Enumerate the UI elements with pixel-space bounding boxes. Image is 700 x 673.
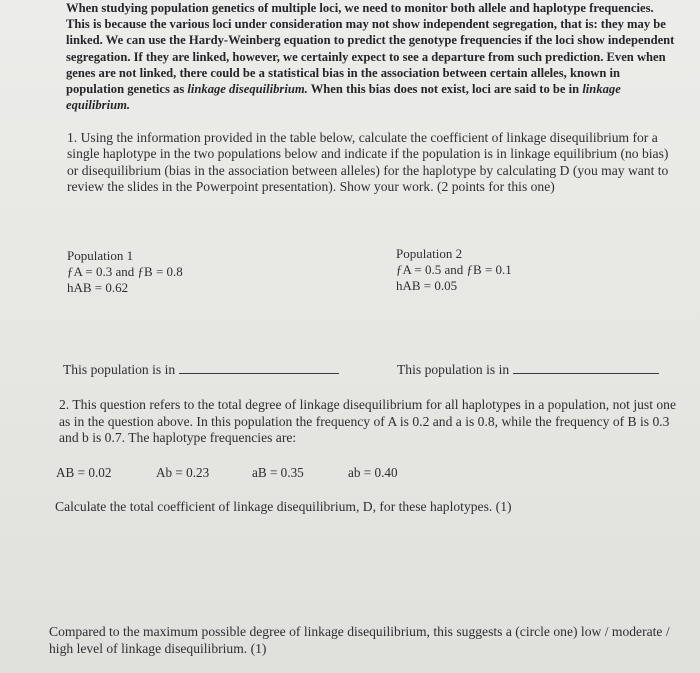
population-2-answer-label: This population is in [397, 362, 510, 377]
population-1-answer-line [63, 362, 339, 378]
calculate-instruction: Calculate the total coefficient of linkage disequilibrium, D, for these haplotypes. (1) [55, 499, 512, 514]
haplotype-Ab: Ab = 0.23 [156, 465, 210, 480]
intro-text-part1: When studying population genetics of multiple loci, we need to monitor both allele and haplotype frequencies. This is because the various loci under consideration may not show independent segregation, that is: they may be linked. We can use the Hardy-Weinberg equation to predict the genotype frequencies if the loci show independent segregation. If they are linked, however, we certainly expect to see a departure from such prediction. Even when genes are not linked, there could be a statistical bias in the association between certain alleles, known in population genetics as [66, 1, 675, 97]
population-1-haplotype-freq: hAB = 0.62 [67, 280, 129, 295]
population-2-allele-freqs: ƒA = 0.5 and ƒB = 0.1 [396, 262, 512, 277]
population-1-title: Population 1 [67, 248, 134, 263]
haplotype-aB: aB = 0.35 [252, 465, 304, 480]
population-1-allele-freqs: ƒA = 0.3 and ƒB = 0.8 [67, 264, 183, 279]
population-2-answer-blank[interactable] [513, 363, 659, 374]
population-2-block [396, 246, 512, 294]
intro-paragraph [66, 0, 680, 113]
compare-question: Compared to the maximum possible degree of linkage disequilibrium, this suggests a (circle one) low / moderate / high level of linkage disequilibrium. (1) [49, 624, 670, 656]
haplotype-ab: ab = 0.40 [348, 465, 398, 480]
population-1-answer-label: This population is in [63, 362, 176, 377]
intro-term-linkage-disequilibrium: linkage disequilibrium. [187, 82, 308, 97]
haplotype-AB: AB = 0.02 [56, 465, 112, 480]
population-1-block [67, 248, 183, 296]
population-2-haplotype-freq: hAB = 0.05 [396, 278, 458, 293]
population-2-title: Population 2 [396, 246, 463, 261]
question-1: 1. Using the information provided in the table below, calculate the coefficient of linkage disequilibrium for a single haplotype in the two populations below and indicate if the population is in linkage equilibrium (no bias) or disequilibrium (bias in the association between alleles) for the haplotype by calculating D (you may want to review the slides in the Powerpoint presentation). Show your work. (2 points for this one) [67, 130, 669, 195]
population-1-answer-blank[interactable] [179, 363, 339, 374]
population-2-answer-line [397, 362, 659, 378]
intro-text-part2: When this bias does not exist, loci are said to be in [307, 82, 583, 97]
intro-term-linkage-equilibrium: linkage equilibrium. [66, 82, 621, 113]
question-2: 2. This question refers to the total degree of linkage disequilibrium for all haplotypes in a population, not just one as in the question above. In this population the frequency of A is 0.2 and a is 0.8, while the frequency of B is 0.3 and b is 0.7. The haplotype frequencies are: [59, 397, 677, 446]
